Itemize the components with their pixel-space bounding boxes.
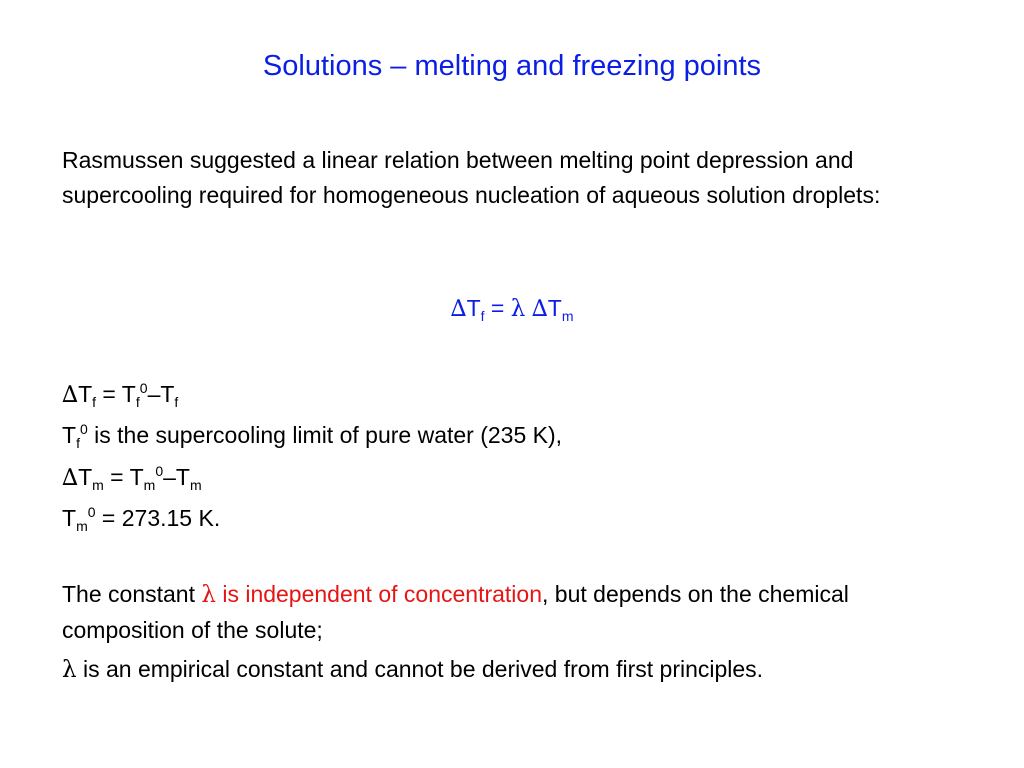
definition-tf0 bbox=[62, 414, 562, 458]
main-equation bbox=[0, 295, 1024, 324]
constant-after: , but depends on the chemical composition of the solute; bbox=[62, 581, 849, 643]
eq-sub-f: f bbox=[480, 308, 485, 324]
def3-sub: m bbox=[92, 477, 104, 493]
eq-t-2: T bbox=[547, 295, 562, 321]
def2-sup: 0 bbox=[79, 421, 88, 437]
def3-sup: 0 bbox=[155, 463, 164, 479]
delta-symbol-2: ∆ bbox=[531, 296, 548, 322]
def3-sub3: m bbox=[189, 477, 202, 493]
constant-paragraph bbox=[62, 577, 942, 648]
def2-sub: f bbox=[76, 435, 80, 451]
empirical-paragraph bbox=[62, 652, 942, 688]
def2-t: T bbox=[62, 422, 77, 448]
def1-sub: f bbox=[92, 394, 97, 410]
definition-tm0 bbox=[62, 497, 220, 541]
def4-sub: m bbox=[76, 518, 88, 534]
def4-t: T bbox=[62, 505, 77, 531]
def1-t: T bbox=[78, 381, 93, 407]
eq-t: T bbox=[466, 295, 481, 321]
highlight-text: is independent of concentration bbox=[215, 581, 543, 607]
def1-sub3: f bbox=[174, 394, 179, 410]
delta-symbol: ∆ bbox=[62, 382, 79, 408]
def3-eq: = T bbox=[103, 464, 144, 490]
eq-equals: = bbox=[484, 295, 511, 321]
lambda-symbol: λ bbox=[201, 582, 216, 608]
definition-delta-tf bbox=[62, 373, 178, 417]
def1-dash: –T bbox=[147, 381, 175, 407]
def3-dash: –T bbox=[163, 464, 190, 490]
lambda-symbol: λ bbox=[62, 657, 77, 683]
def3-t: T bbox=[78, 464, 93, 490]
def4-text: = 273.15 K. bbox=[95, 505, 221, 531]
def3-sub2: m bbox=[143, 477, 156, 493]
def1-eq: = T bbox=[96, 381, 136, 407]
eq-sub-m: m bbox=[561, 308, 574, 324]
def1-sup: 0 bbox=[139, 380, 148, 396]
definition-delta-tm bbox=[62, 456, 202, 500]
def4-sup: 0 bbox=[87, 504, 96, 520]
lambda-symbol: λ bbox=[510, 296, 526, 322]
empirical-text: is an empirical constant and cannot be derived from first principles. bbox=[76, 656, 764, 682]
slide-title: Solutions – melting and freezing points bbox=[262, 50, 762, 82]
def2-text: is the supercooling limit of pure water (235 K), bbox=[87, 422, 563, 448]
intro-paragraph: Rasmussen suggested a linear relation between melting point depression and supercooling required for homogeneous nucleation of aqueous solution droplets: bbox=[62, 147, 881, 208]
def1-sub2: f bbox=[135, 394, 140, 410]
delta-symbol: ∆ bbox=[62, 465, 79, 491]
delta-symbol: ∆ bbox=[450, 296, 467, 322]
constant-before: The constant bbox=[62, 581, 202, 607]
